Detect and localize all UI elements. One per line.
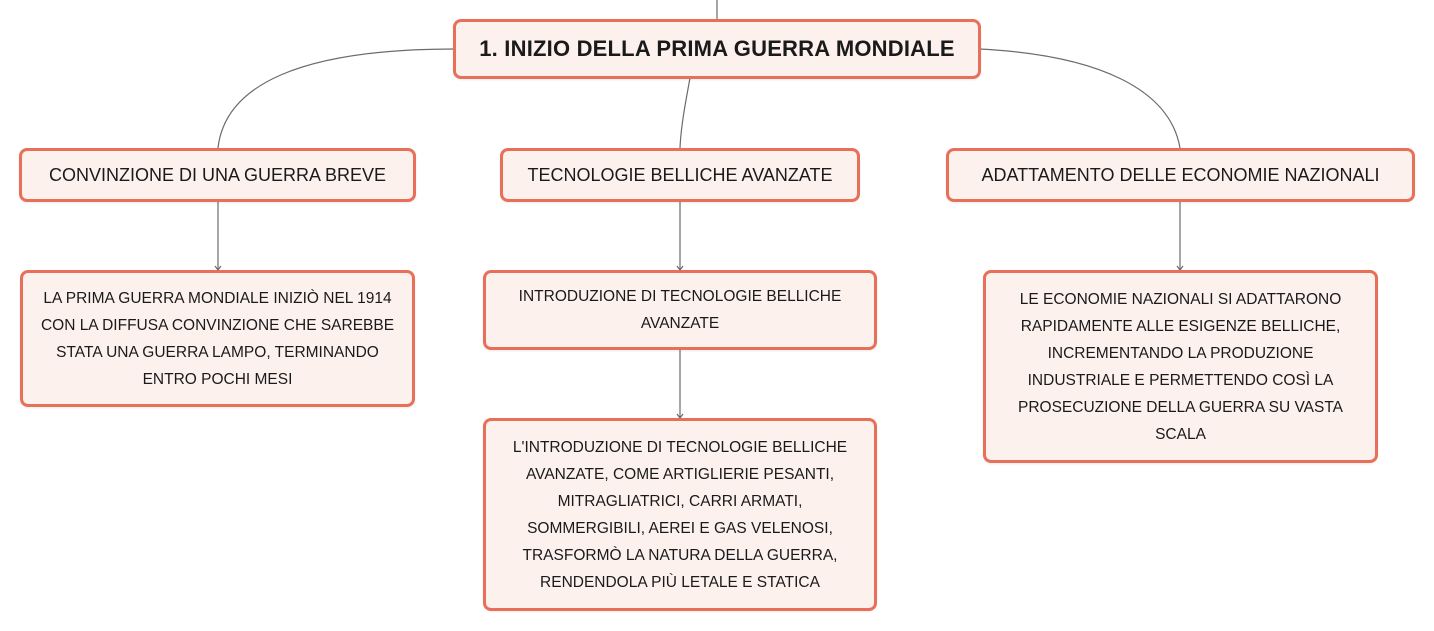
detail-guerra-lampo[interactable] [20,270,415,407]
subtopic-introduzione-tecnologie[interactable] [483,270,877,350]
detail-economie-produzione[interactable] [983,270,1378,463]
branch-convinzione-guerra-breve[interactable] [19,148,416,202]
branch-tecnologie-belliche[interactable] [500,148,860,202]
detail-armi-trasformazione[interactable] [483,418,877,611]
root-topic[interactable] [453,19,981,79]
detail-label: LE ECONOMIE NAZIONALI SI ADATTARONO RAPIDAMENTE ALLE ESIGENZE BELLICHE, INCREMENTANDO LA PRODUZIONE INDUSTRIALE E PERMETTENDO COSÌ LA PROSECUZIONE DELLA GUERRA SU VASTA SCALA [1017,290,1343,443]
branch-label: TECNOLOGIE BELLICHE AVANZATE [527,164,833,185]
subtopic-label: INTRODUZIONE DI TECNOLOGIE BELLICHE AVANZATE [518,288,842,332]
root-topic-label: 1. INIZIO DELLA PRIMA GUERRA MONDIALE [479,36,955,61]
connector-root-to-branch-3 [979,49,1180,148]
connector-root-to-branch-1 [218,49,455,148]
branch-label: ADATTAMENTO DELLE ECONOMIE NAZIONALI [981,164,1380,185]
detail-label: LA PRIMA GUERRA MONDIALE INIZIÒ NEL 1914 CON LA DIFFUSA CONVINZIONE CHE SAREBBE STATA UNA GUERRA LAMPO, TERMINANDO ENTRO POCHI MESI [40,289,395,388]
detail-label: L'INTRODUZIONE DI TECNOLOGIE BELLICHE AVANZATE, COME ARTIGLIERIE PESANTI, MITRAGLIATRICI, CARRI ARMATI, SOMMERGIBILI, AEREI E GAS VELENOSI, TRASFORMÒ LA NATURA DELLA GUERRA, RENDENDOLA PIÙ LETALE E STATICA [512,438,848,591]
branch-label: CONVINZIONE DI UNA GUERRA BREVE [48,164,387,185]
branch-adattamento-economie[interactable] [946,148,1415,202]
connector-root-to-branch-2 [680,78,690,148]
